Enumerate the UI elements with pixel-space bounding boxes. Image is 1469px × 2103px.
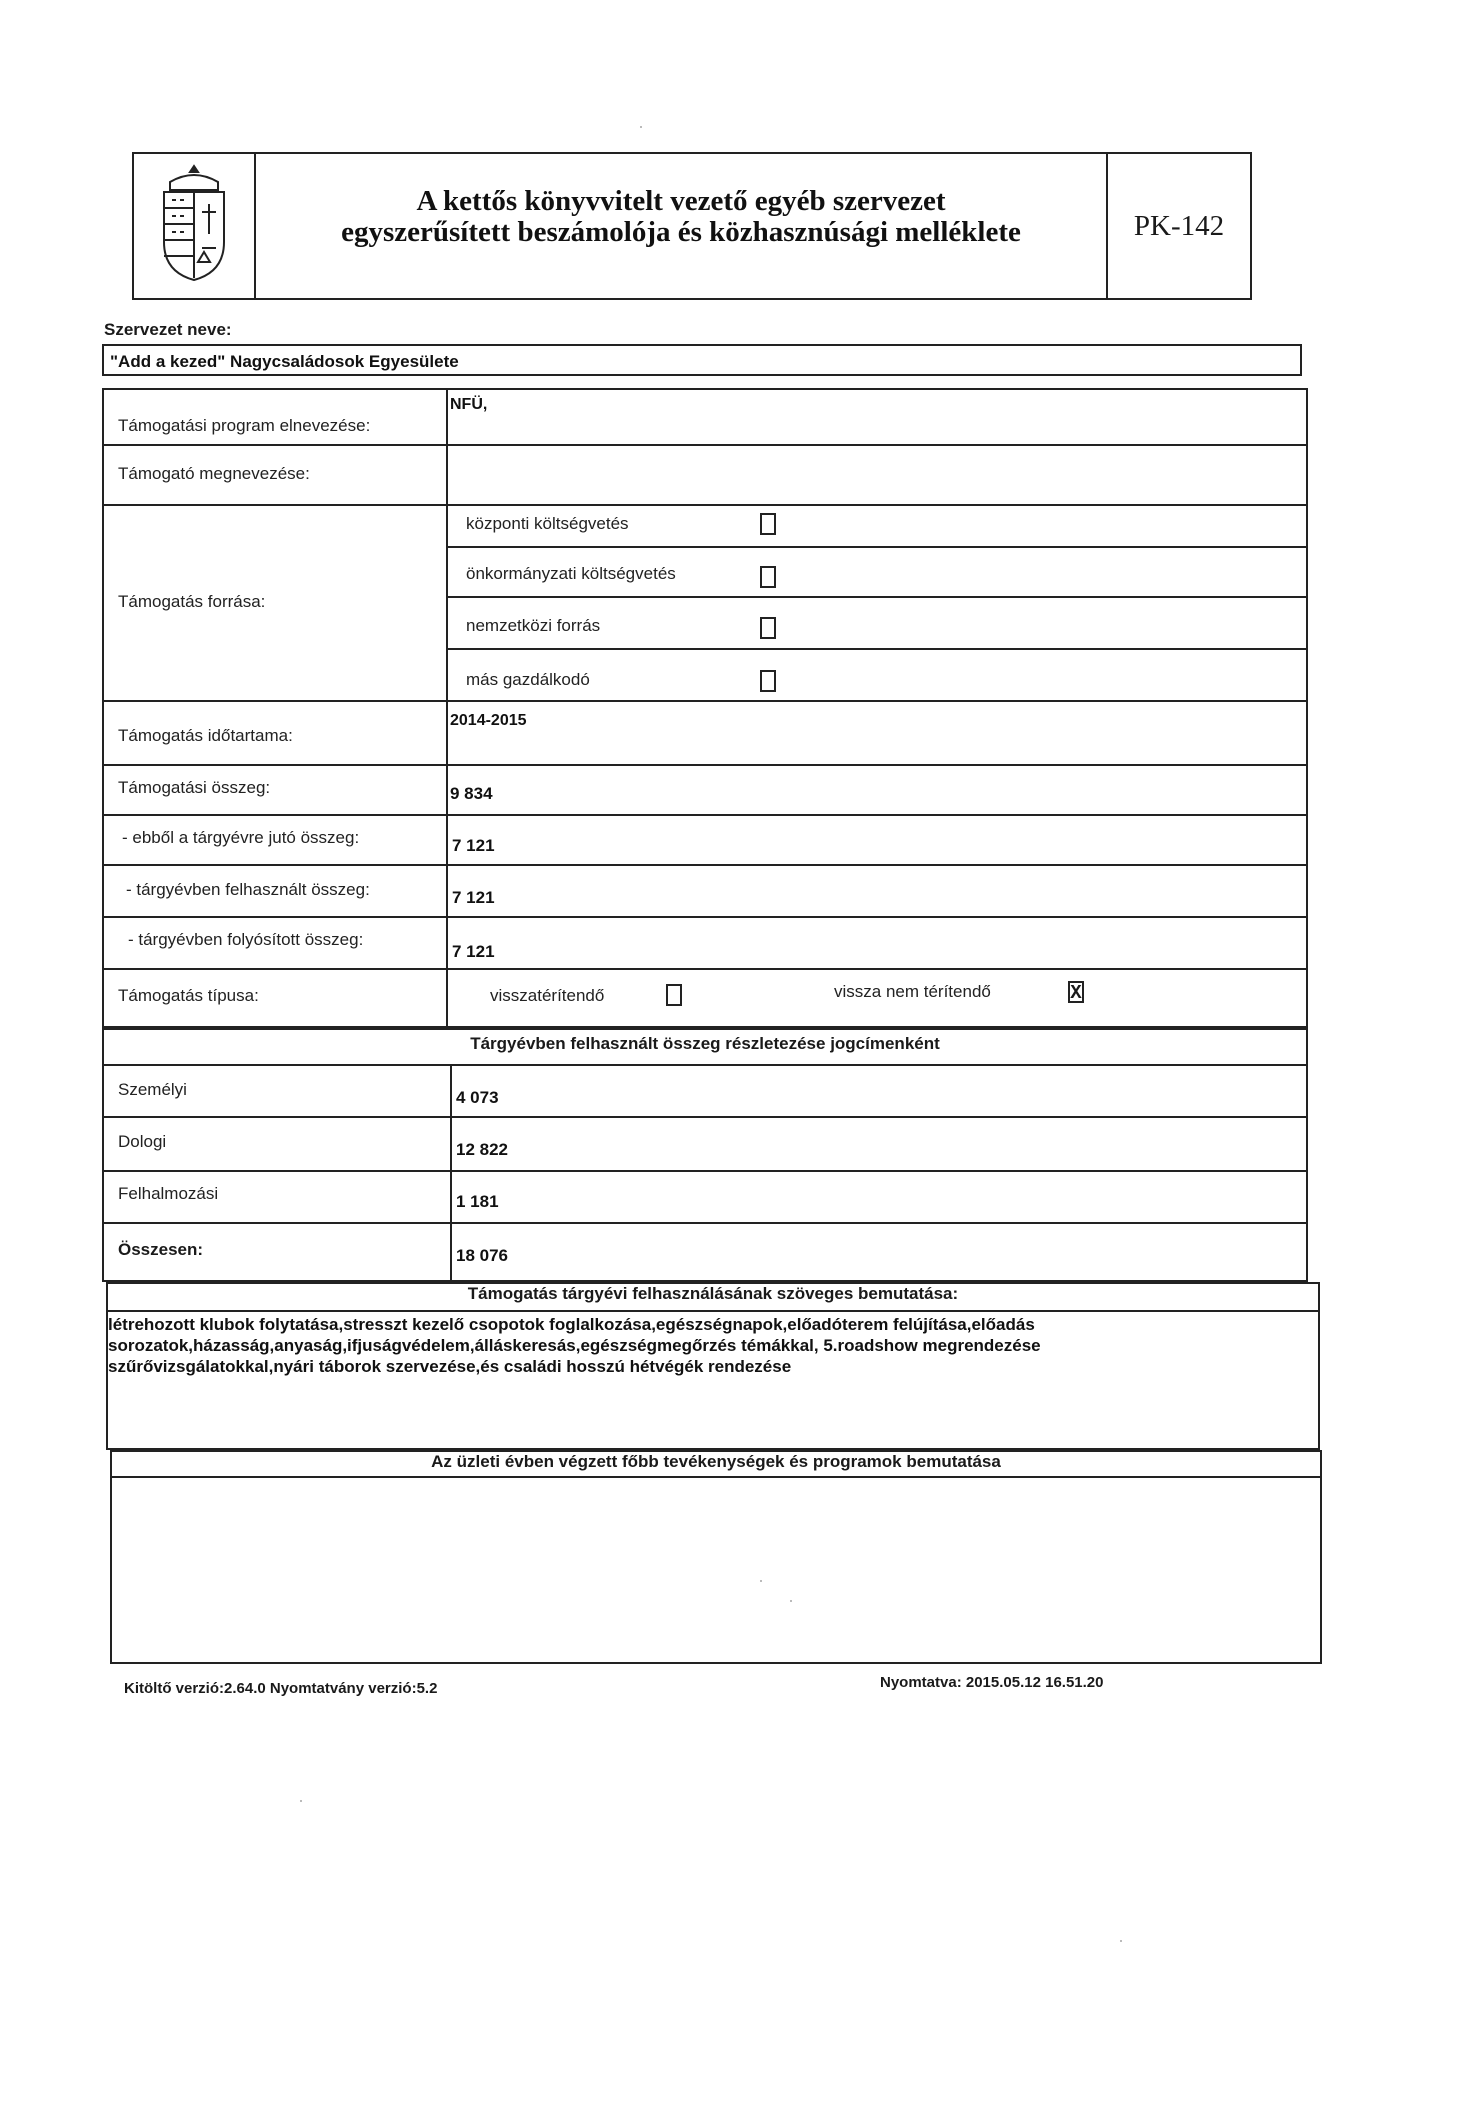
breakdown-row-label: Személyi	[118, 1080, 187, 1099]
breakdown-table	[102, 1028, 1308, 1282]
used-amount-label: - tárgyévben felhasznált összeg:	[126, 880, 370, 899]
form-version: Kitöltő verzió:2.64.0 Nyomtatvány verzió:5.2	[124, 1680, 438, 1697]
organization-label: Szervezet neve:	[104, 320, 232, 339]
type-nonrefundable-label: vissza nem térítendő	[834, 982, 991, 1001]
coat-of-arms-icon	[132, 152, 256, 300]
breakdown-row-label: Felhalmozási	[118, 1184, 219, 1203]
type-refundable-checkbox[interactable]	[666, 984, 682, 1006]
breakdown-row-value[interactable]: 12 822	[456, 1140, 508, 1159]
usage-description-text[interactable]	[108, 1314, 1316, 1377]
source-municipal-budget-checkbox[interactable]	[760, 566, 776, 588]
breakdown-row-label: Dologi	[118, 1132, 167, 1151]
breakdown-row-value[interactable]: 4 073	[456, 1088, 499, 1107]
source-international-checkbox[interactable]	[760, 617, 776, 639]
usage-description-line: szűrővizsgálatokkal,nyári táborok szervezése,és családi hosszú hétvégék rendezése	[108, 1357, 792, 1376]
support-type-label: Támogatás típusa:	[118, 986, 259, 1005]
program-name-value[interactable]: NFÜ,	[450, 396, 488, 413]
source-municipal-budget-label: önkormányzati költségvetés	[466, 564, 676, 583]
form-title-line-1: A kettős könyvvitelt vezető egyéb szervezet	[416, 185, 946, 217]
usage-description-line: sorozatok,házasság,anyaság,ifjuságvédelem,álláskeresás,egészségmegőrzés témákkal, 5.roadshow megrendezése	[108, 1336, 1041, 1355]
support-amount-label: Támogatási összeg:	[118, 778, 271, 797]
usage-description-line: létrehozott klubok folytatása,stresszt kezelő csopotok foglalkozása,egészségnapok,előadóterem felújítása,előadás	[108, 1315, 1035, 1334]
supporter-name-label: Támogató megnevezése:	[118, 464, 310, 483]
used-amount-value[interactable]: 7 121	[452, 888, 495, 907]
support-table-divider	[446, 388, 448, 1028]
other-activities-heading: Az üzleti évben végzett főbb tevékenységek és programok bemutatása	[431, 1452, 1001, 1471]
other-activities-text[interactable]	[116, 1484, 1316, 1644]
disbursed-amount-value[interactable]: 7 121	[452, 942, 495, 961]
source-international-label: nemzetközi forrás	[466, 616, 601, 635]
year-amount-value[interactable]: 7 121	[452, 836, 495, 855]
disbursed-amount-label: - tárgyévben folyósított összeg:	[128, 930, 364, 949]
program-name-label: Támogatási program elnevezése:	[118, 416, 371, 435]
breakdown-total-value[interactable]: 18 076	[456, 1246, 508, 1265]
year-amount-label: - ebből a tárgyévre jutó összeg:	[122, 828, 360, 847]
source-other-business-checkbox[interactable]	[760, 670, 776, 692]
source-central-budget-label: központi költségvetés	[466, 514, 629, 533]
support-duration-value[interactable]: 2014-2015	[450, 712, 527, 729]
source-central-budget-checkbox[interactable]	[760, 513, 776, 535]
breakdown-heading: Tárgyévben felhasznált összeg részletezése jogcímenként	[470, 1034, 940, 1053]
type-nonrefundable-checkbox[interactable]: X	[1068, 981, 1084, 1003]
organization-name: "Add a kezed" Nagycsaládosok Egyesülete	[110, 352, 459, 371]
breakdown-row-value[interactable]: 1 181	[456, 1192, 499, 1211]
support-duration-label: Támogatás időtartama:	[118, 726, 293, 745]
print-timestamp: Nyomtatva: 2015.05.12 16.51.20	[880, 1674, 1104, 1691]
type-refundable-label: visszatérítendő	[490, 986, 605, 1005]
form-title-line-2: egyszerűsített beszámolója és közhasznúsági melléklete	[341, 216, 1021, 248]
source-other-business-label: más gazdálkodó	[466, 670, 590, 689]
support-source-label: Támogatás forrása:	[118, 592, 266, 611]
breakdown-total-label: Összesen:	[118, 1240, 204, 1259]
usage-description-heading: Támogatás tárgyévi felhasználásának szöveges bemutatása:	[467, 1284, 959, 1303]
form-code: PK-142	[1133, 210, 1225, 242]
support-amount-value[interactable]: 9 834	[450, 784, 493, 803]
